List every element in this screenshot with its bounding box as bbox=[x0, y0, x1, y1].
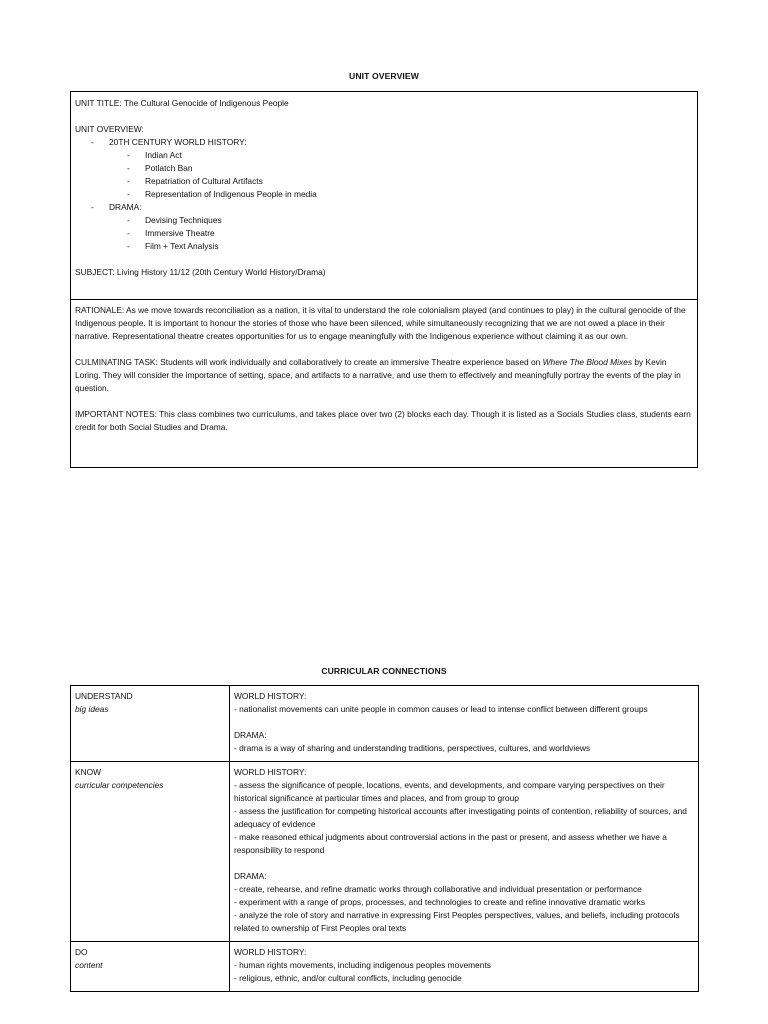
row-sublabel: content bbox=[75, 960, 103, 970]
section-title: - 20TH CENTURY WORLD HISTORY: bbox=[91, 137, 247, 147]
content-item: - assess the significance of people, locations, events, and developments, and compare varying perspectives on their historical significance at particular times and places, and from group to group bbox=[234, 780, 665, 803]
table-row bbox=[71, 686, 699, 762]
unit-overview-heading: UNIT OVERVIEW bbox=[349, 71, 419, 81]
world-history-title: WORLD HISTORY: bbox=[234, 947, 307, 957]
content-item: - create, rehearse, and refine dramatic works through collaborative and individual presentation or performance bbox=[234, 884, 642, 894]
content-item: - religious, ethnic, and/or cultural conflicts, including genocide bbox=[234, 973, 462, 983]
play-title: Where The Blood Mixes bbox=[542, 357, 633, 367]
row-label-cell bbox=[71, 686, 230, 762]
world-history-title: WORLD HISTORY: bbox=[234, 767, 307, 777]
row-content-cell bbox=[230, 942, 699, 992]
content-item: - drama is a way of sharing and understanding traditions, perspectives, cultures, and worldviews bbox=[234, 743, 591, 753]
unit-summary-cell bbox=[71, 92, 697, 299]
unit-title: UNIT TITLE: The Cultural Genocide of Indigenous People bbox=[75, 98, 289, 108]
section-item: - Devising Techniques bbox=[127, 215, 222, 225]
row-label-cell bbox=[71, 942, 230, 992]
section-item: - Film + Text Analysis bbox=[127, 241, 219, 251]
rationale-cell bbox=[71, 299, 697, 440]
row-content-cell bbox=[230, 762, 699, 942]
section-item: - Immersive Theatre bbox=[127, 228, 215, 238]
row-label: KNOW bbox=[75, 767, 102, 777]
section-item: - Representation of Indigenous People in media bbox=[127, 189, 317, 199]
drama-title: DRAMA: bbox=[234, 871, 267, 881]
content-item: - human rights movements, including indigenous peoples movements bbox=[234, 960, 491, 970]
curricular-connections-table bbox=[70, 685, 699, 992]
content-item: - experiment with a range of props, processes, and technologies to create and refine innovative dramatic works bbox=[234, 897, 646, 907]
drama-title: DRAMA: bbox=[234, 730, 267, 740]
important-notes-text: IMPORTANT NOTES: This class combines two curriculums, and takes place over two (2) blocks each day. Though it is listed as a Socials Studies class, students earn credit for both Social Studies and Drama. bbox=[75, 409, 691, 432]
content-item: - assess the justification for competing historical accounts after investigating points of contention, reliability of sources, and adequacy of evidence bbox=[234, 806, 687, 829]
row-content-cell bbox=[230, 686, 699, 762]
row-label: DO bbox=[75, 947, 88, 957]
curricular-connections-heading: CURRICULAR CONNECTIONS bbox=[321, 666, 447, 676]
content-item: - analyze the role of story and narrative in expressing First Peoples perspectives, values, and beliefs, including protocols related to ownership of First Peoples oral texts bbox=[234, 910, 680, 933]
unit-overview-label: UNIT OVERVIEW: bbox=[75, 124, 144, 134]
row-label: UNDERSTAND bbox=[75, 691, 133, 701]
unit-overview-box bbox=[70, 91, 698, 468]
content-item: - nationalist movements can unite people in common causes or lead to intense conflict between different groups bbox=[234, 704, 648, 714]
table-row bbox=[71, 942, 699, 992]
row-label-cell bbox=[71, 762, 230, 942]
section-item: - Indian Act bbox=[127, 150, 182, 160]
row-sublabel: big ideas bbox=[75, 704, 109, 714]
section-item: - Potlatch Ban bbox=[127, 163, 193, 173]
row-sublabel: curricular competencies bbox=[75, 780, 164, 790]
section-title: - DRAMA: bbox=[91, 202, 142, 212]
table-row bbox=[71, 762, 699, 942]
rationale-text: RATIONALE: As we move towards reconciliation as a nation, it is vital to understand the role colonialism played (and continues to play) in the cultural genocide of the Indigenous people. It is important to honour the stories of those who have been silenced, while simultaneously recognizing that we are not owed a place in their narrative. Representational theatre creates opportunities for us to engage meaningfully with the Indigenous experience without claiming it as our own. bbox=[75, 305, 686, 341]
world-history-title: WORLD HISTORY: bbox=[234, 691, 307, 701]
section-item: - Repatriation of Cultural Artifacts bbox=[127, 176, 263, 186]
content-item: - make reasoned ethical judgments about controversial actions in the past or present, and assess whether we have a responsibility to respond bbox=[234, 832, 667, 855]
culminating-task-text: CULMINATING TASK: Students will work individually and collaboratively to create an immersive Theatre experience based on Where The Blood Mixes by Kevin Loring. They will consider the importance of setting, space, and artifacts to a narrative, and use them to effectively and meaningfully portray the events of the play in question. bbox=[75, 357, 681, 393]
subject-line: SUBJECT: Living History 11/12 (20th Century World History/Drama) bbox=[75, 267, 326, 277]
